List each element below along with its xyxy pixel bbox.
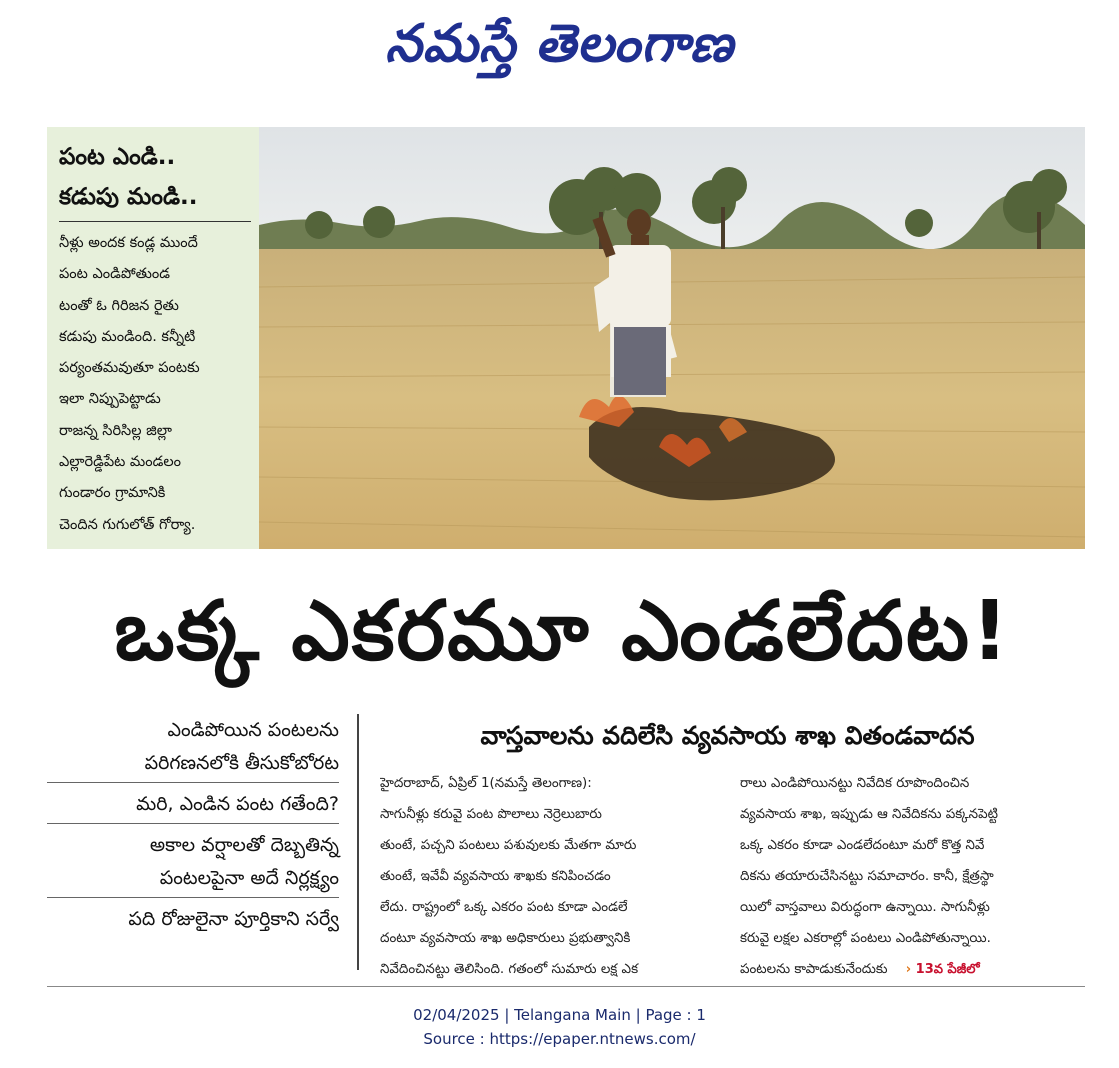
article-line: నివేదించినట్టు తెలిసింది. గతంలో సుమారు లక్ష ఎక — [380, 962, 639, 977]
article-line: లేదు. రాష్ట్రంలో ఒక్క ఎకరం పంట కూడా ఎండలే — [380, 900, 628, 915]
article-line: సాగునీళ్లు కరువై పంట పొలాలు నెర్రెలుబారు — [380, 807, 602, 822]
caption-heading-line: పంట ఎండి.. — [59, 144, 176, 170]
article-line: దంటూ వ్యవసాయ శాఖ అధికారులు ప్రభుత్వానికి — [380, 931, 631, 946]
highlight-line: ఎండిపోయిన పంటలను — [167, 719, 339, 741]
continued-on-page-link[interactable] — [906, 962, 980, 977]
caption-line: కడుపు మండింది. కన్నీటి — [59, 328, 196, 345]
highlight-line: అకాల వర్షాలతో దెబ్బతిన్న — [149, 834, 339, 856]
sub-headline: వాస్తవాలను వదిలేసి వ్యవసాయ శాఖ వితండవాదన — [480, 721, 975, 750]
newspaper-logo: నమస్తే తెలంగాణ — [385, 14, 734, 74]
column-divider — [357, 714, 359, 970]
article-line: రాలు ఎండిపోయినట్టు నివేదిక రూపొందించిన — [740, 776, 970, 791]
highlight-line: మరి, ఎండిన పంట గతేంది? — [47, 788, 339, 824]
caption-line: చెందిన గుగులోత్ గోర్యా. — [59, 516, 196, 533]
main-headline: ఒక్క ఎకరమూ ఎండలేదట! — [114, 584, 1011, 679]
highlights-column — [47, 714, 339, 936]
article-line: తుంటే, పచ్చని పంటలు పశువులకు మేతగా మారు — [380, 838, 637, 853]
footer-divider — [47, 986, 1085, 987]
caption-line: ఇలా నిప్పుపెట్టాడు — [59, 391, 161, 408]
article-column-2 — [740, 768, 1085, 985]
caption-line: రాజన్న సిరిసిల్ల జిల్లా — [59, 422, 172, 439]
article-line: వ్యవసాయ శాఖ, ఇప్పుడు ఆ నివేదికను పక్కనపెట్టి — [740, 807, 998, 822]
lead-story-top — [47, 127, 1085, 549]
caption-line: గుండారం గ్రామానికి — [59, 485, 166, 502]
caption-line: పర్యంతమవుతూ పంటకు — [59, 360, 200, 377]
caption-text — [59, 228, 251, 541]
caption-line: పంట ఎండిపోతుండ — [59, 266, 170, 283]
highlight-line: పంటలపైనా అదే నిర్లక్ష్యం — [47, 862, 339, 898]
caption-line: ఎల్లారెడ్డిపేట మండలం — [59, 454, 181, 471]
page-footer — [0, 1003, 1119, 1051]
caption-line: టంతో ఓ గిరిజన రైతు — [59, 297, 179, 314]
footer-source[interactable]: Source : https://epaper.ntnews.com/ — [423, 1030, 696, 1048]
article-line: ఒక్క ఎకరం కూడా ఎండలేదంటూ మరో కొత్త నివే — [740, 838, 985, 853]
article-line: దికను తయారుచేసినట్టు సమాచారం. కానీ, క్షేత్రస్థా — [740, 869, 994, 884]
article-column-1 — [380, 768, 722, 985]
article-line-last — [740, 954, 1085, 985]
caption-heading — [59, 137, 251, 222]
article-line: కరువై లక్షల ఎకరాల్లో పంటలు ఎండిపోతున్నాయి. — [740, 931, 991, 946]
caption-line: నీళ్లు అందక కండ్ల ముందే — [59, 235, 198, 251]
article-line: పంటలను కాపాడుకునేందుకు — [740, 962, 888, 977]
footer-date-edition: 02/04/2025 | Telangana Main | Page : 1 — [413, 1006, 706, 1024]
caption-box — [47, 127, 259, 549]
article-line: హైదరాబాద్, ఏప్రిల్ 1(నమస్తే తెలంగాణ): — [380, 776, 592, 791]
highlight-line: పది రోజులైనా పూర్తికాని సర్వే — [128, 908, 339, 930]
highlight-line: పరిగణనలోకి తీసుకోబోరట — [47, 747, 339, 783]
continued-on-page-label: 13వ పేజీలో — [915, 962, 980, 977]
farmer-burning-crop-photo — [259, 127, 1085, 549]
chevron-right-icon: › — [905, 962, 912, 977]
article-line: తుంటే, ఇవేవీ వ్యవసాయ శాఖకు కనిపించడం — [380, 869, 611, 884]
article-line: యిలో వాస్తవాలు విరుద్ధంగా ఉన్నాయి. సాగునీళ్లు — [740, 900, 990, 915]
caption-heading-line: కడుపు మండి.. — [59, 184, 198, 210]
